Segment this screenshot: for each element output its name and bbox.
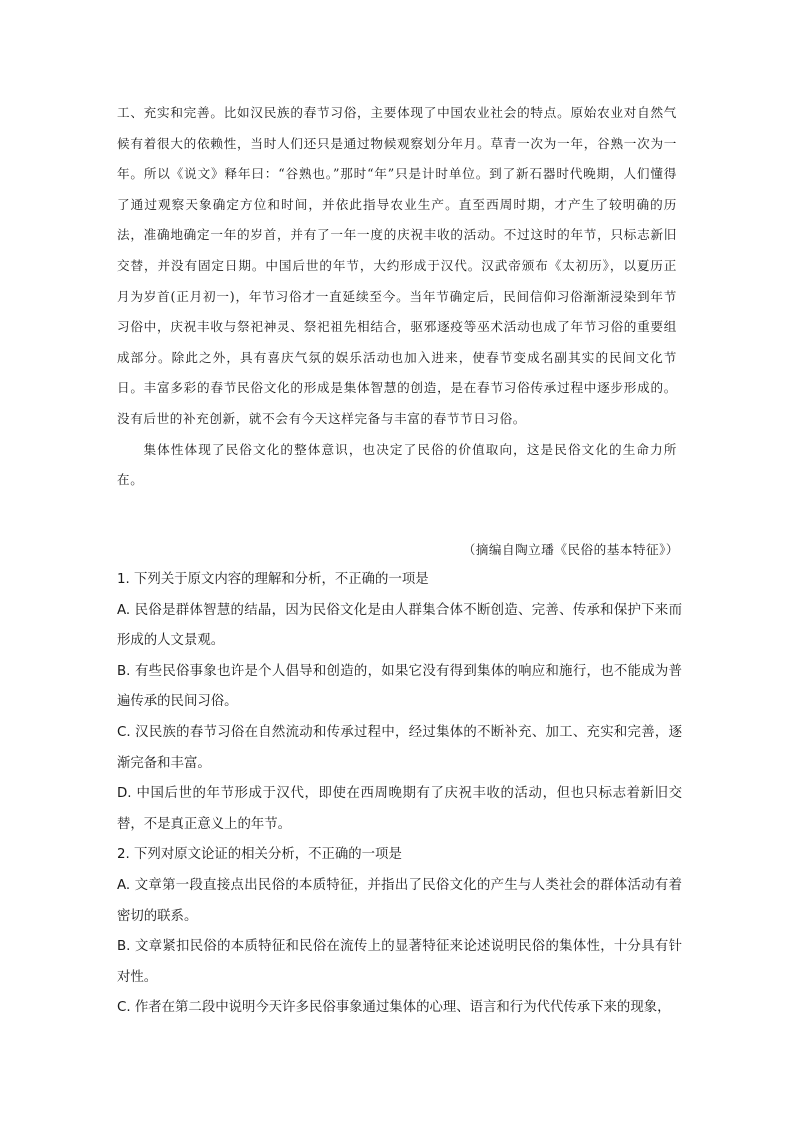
answer-option: B. 文章紧扣民俗的本质特征和民俗在流传上的显著特征来论述说明民俗的集体性，十分具有针对性。 [117,939,682,985]
answer-option: B. 有些民俗事象也许是个人倡导和创造的，如果它没有得到集体的响应和施行，也不能成为普遍传承的民间习俗。 [117,663,682,710]
passage-paragraph: 工、充实和完善。比如汉民族的春节习俗，主要体现了中国农业社会的特点。原始农业对自然气候有着很大的依赖性，当时人们还只是通过物候观察划分年月。草青一次为一年，谷熟一次为一年。所以《说文》释年曰：“谷熟也。”那时“年”只是计时单位。到了新石器时代晚期，人们懂得了通过观察天象确定方位和时间，并依此指导农业生产。直至西周时期，才产生了较明确的历法，准确地确定一年的岁首，并有了一年一度的庆祝丰收的活动。不过这时的年节，只标志新旧交替，并没有固定日期。中国后世的年节，大约形成于汉代。汉武帝颁布《太初历》，以夏历正月为岁首(正月初一)，年节习俗才一直延续至今。当年节确定后，民间信仰习俗渐渐浸染到年节习俗中，庆祝丰收与祭祀神灵、祭祀祖先相结合，驱邪逐疫等巫术活动也成了年节习俗的重要组成部分。除此之外，具有喜庆气氛的娱乐活动也加入进来，使春节变成名副其实的民间文化节日。丰富多彩的春节民俗文化的形成是集体智慧的创造，是在春节习俗传承过程中逐步形成的。没有后世的补充创新，就不会有今天这样完备与丰富的春节节日习俗。 [117,105,677,426]
source-citation: （摘编自陶立璠《民俗的基本特征》） [462,542,679,557]
answer-option: D. 中国后世的年节形成于汉代，即使在西周晚期有了庆祝丰收的活动，但也只标志着新旧交替，不是真正意义上的年节。 [117,786,682,832]
reading-passage [117,98,677,496]
answer-option: A. 民俗是群体智慧的结晶，因为民俗文化是由人群集合体不断创造、完善、传承和保护下来而形成的人文景观。 [117,602,682,649]
passage-paragraph: 集体性体现了民俗文化的整体意识，也决定了民俗的价值取向，这是民俗文化的生命力所在。 [117,441,677,488]
question-list [117,565,682,1024]
answer-option: C. 汉民族的春节习俗在自然流动和传承过程中，经过集体的不断补充、加工、充实和完善，逐渐完备和丰富。 [117,724,682,771]
answer-option: C. 作者在第二段中说明今天许多民俗事象通过集体的心理、语言和行为代代传承下来的现象， [117,1000,671,1016]
answer-option: A. 文章第一段直接点出民俗的本质特征，并指出了民俗文化的产生与人类社会的群体活动有着密切的联系。 [117,877,682,924]
question-stem: 1. 下列关于原文内容的理解和分析，不正确的一项是 [117,572,429,587]
question-stem: 2. 下列对原文论证的相关分析，不正确的一项是 [117,847,402,863]
